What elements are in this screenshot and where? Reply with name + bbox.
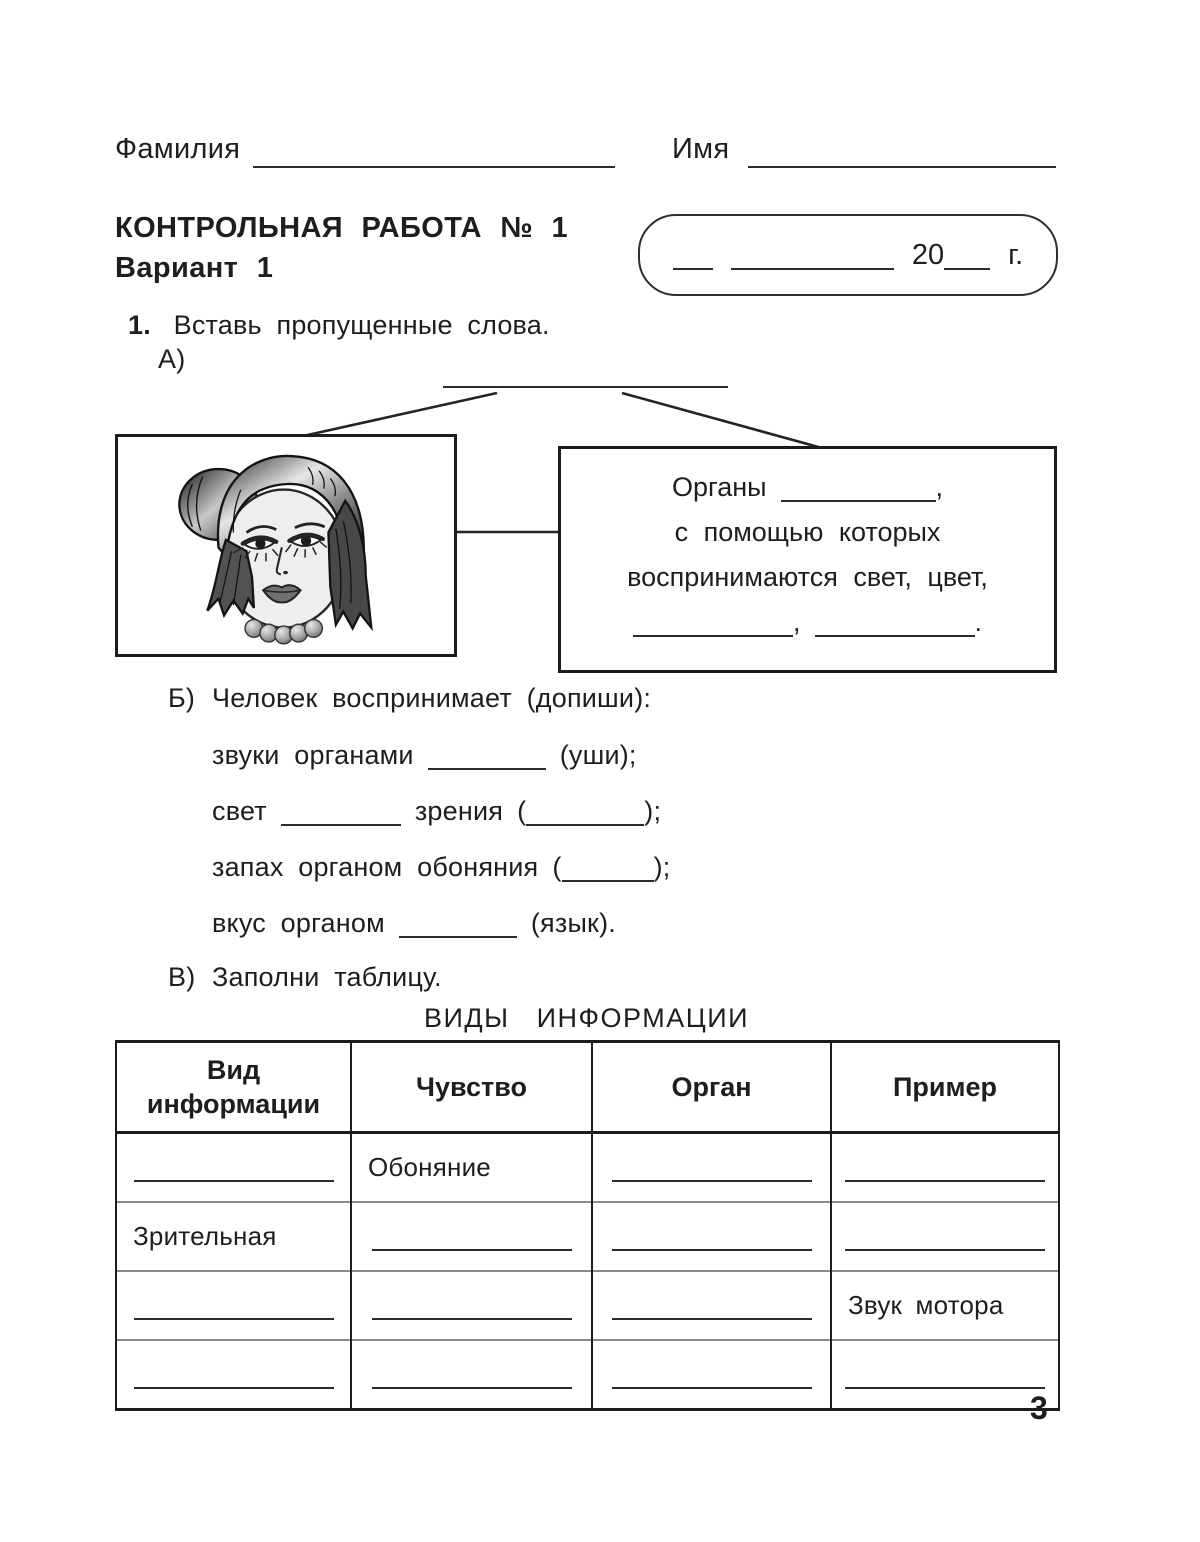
- date-box: [638, 214, 1058, 296]
- text-run: вкус органом: [212, 908, 385, 938]
- blank-line: [134, 1180, 334, 1182]
- variant-title: Вариант 1: [115, 252, 274, 284]
- table-row: [116, 1133, 1059, 1203]
- surname-blank-line: [253, 166, 615, 168]
- test-title: КОНТРОЛЬНАЯ РАБОТА № 1: [115, 212, 569, 244]
- page-number: 3: [1030, 1390, 1048, 1426]
- name-blank-line: [748, 166, 1056, 168]
- part-b-intro: Человек воспринимает (допиши):: [212, 683, 652, 713]
- diagram-text-box: [558, 446, 1057, 673]
- table-cell-blank: [831, 1202, 1059, 1271]
- name-header-row: [115, 133, 1065, 173]
- table-cell-blank: [116, 1340, 351, 1410]
- blank-line: [612, 1318, 812, 1320]
- table-cell-blank: [592, 1340, 831, 1410]
- table-header-cell: Пример: [831, 1042, 1059, 1133]
- text-run: зрения: [414, 796, 504, 826]
- part-b-label: Б): [168, 683, 196, 713]
- blank-line: [428, 740, 546, 770]
- diagram-text-line: [561, 465, 1054, 510]
- blank-line: [845, 1249, 1045, 1251]
- text-run: свет: [212, 796, 267, 826]
- date-line: [673, 239, 1023, 272]
- table-row: [116, 1202, 1059, 1271]
- diagram-image-box: [115, 434, 457, 657]
- table-cell-blank: [116, 1133, 351, 1203]
- task1-number: 1.: [128, 310, 151, 340]
- blank-line: ,: [781, 472, 944, 502]
- table-cell-blank: [592, 1133, 831, 1203]
- text-run: воспринимаются свет, цвет,: [627, 562, 988, 592]
- table-header-row: [116, 1042, 1059, 1133]
- part-b-item: [212, 908, 616, 939]
- blank-line: [281, 796, 401, 826]
- information-types-table: [115, 1040, 1060, 1411]
- table-cell-blank: [592, 1271, 831, 1340]
- table-row: [116, 1340, 1059, 1410]
- woman-face-illustration: [144, 443, 429, 648]
- blank-line: 20: [912, 239, 990, 271]
- blank-line: [134, 1387, 334, 1389]
- table-cell-blank: [116, 1271, 351, 1340]
- table-cell-blank: [351, 1202, 592, 1271]
- table-header-cell: Вид информации: [116, 1042, 351, 1133]
- blank-line: [845, 1180, 1045, 1182]
- blank-line: [372, 1318, 572, 1320]
- blank-line: [612, 1387, 812, 1389]
- blank-line: [399, 908, 517, 938]
- table-cell-text: Зрительная: [116, 1202, 351, 1271]
- task1-instruction: Вставь пропущенные слова.: [173, 310, 550, 340]
- blank-line: [731, 239, 894, 271]
- text-run: Органы: [671, 472, 767, 502]
- table-cell-blank: [831, 1340, 1059, 1410]
- blank-line: [673, 239, 713, 271]
- part-b-item: [212, 852, 670, 883]
- table-cell-blank: [351, 1340, 592, 1410]
- blank-line: [372, 1249, 572, 1251]
- text-run: (уши);: [559, 740, 637, 770]
- table-cell-blank: [592, 1202, 831, 1271]
- diagram-text-line: [561, 555, 1054, 600]
- table-cell-blank: [351, 1271, 592, 1340]
- blank-line: ,: [633, 607, 801, 637]
- blank-line: [845, 1387, 1045, 1389]
- task1-heading: [128, 310, 550, 341]
- table-title: ВИДЫ ИНФОРМАЦИИ: [423, 1003, 750, 1033]
- table-cell-text: Звук мотора: [831, 1271, 1059, 1340]
- table-header-cell: Орган: [592, 1042, 831, 1133]
- blank-line: .: [815, 607, 983, 637]
- blank-line: [372, 1387, 572, 1389]
- blank-line: [612, 1180, 812, 1182]
- table-cell-blank: [831, 1133, 1059, 1203]
- diagram-text-line: [561, 600, 1054, 645]
- part-a-label: А): [158, 344, 186, 374]
- surname-label: Фамилия: [115, 133, 241, 165]
- part-v-label: В): [168, 962, 196, 992]
- blank-line: ( );: [552, 852, 671, 882]
- blank-line: [612, 1249, 812, 1251]
- text-run: (язык).: [530, 908, 616, 938]
- table-header-cell: Чувство: [351, 1042, 592, 1133]
- diagram-text-line: [561, 510, 1054, 555]
- blank-line: [134, 1318, 334, 1320]
- text-run: с помощью которых: [674, 517, 941, 547]
- table-row: [116, 1271, 1059, 1340]
- text-run: г.: [1008, 238, 1024, 271]
- name-label: Имя: [672, 133, 730, 165]
- table-cell-text: Обоняние: [351, 1133, 592, 1203]
- part-v-text: Заполни таблицу.: [212, 962, 442, 992]
- text-run: запах органом обоняния: [212, 852, 539, 882]
- part-b-item: [212, 796, 661, 827]
- part-b-item: [212, 740, 637, 771]
- blank-line: ( );: [517, 796, 662, 826]
- text-run: звуки органами: [212, 740, 414, 770]
